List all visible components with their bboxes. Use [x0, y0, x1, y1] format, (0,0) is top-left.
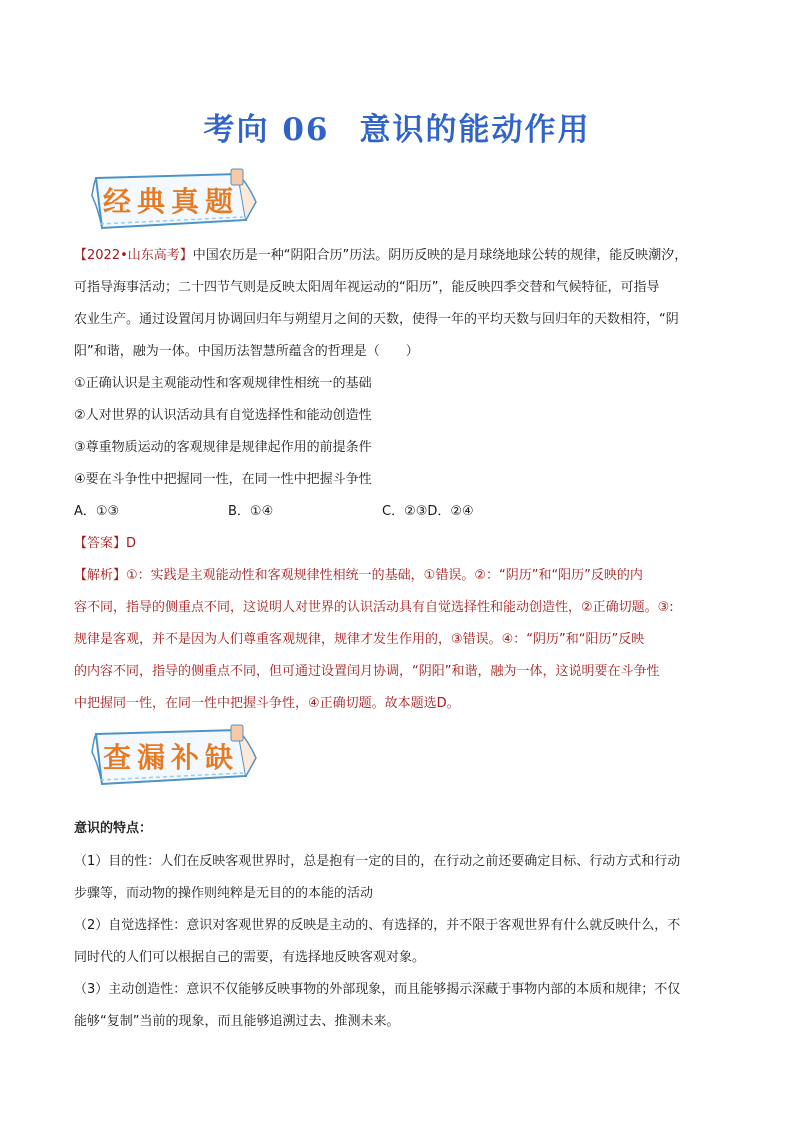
analysis-line-5: 中把握同一性，在同一性中把握斗争性，④正确切题。故本题选D。 — [74, 696, 460, 711]
question-line-2: 可指导海事活动；二十四节气则是反映太阳周年视运动的“阳历”，能反映四季交替和气候特征，可指导 — [74, 280, 660, 295]
statement-3: ③尊重物质运动的客观规律是规律起作用的前提条件 — [74, 440, 372, 455]
question-line-4: 阳”和谐，融为一体。中国历法智慧所蕴含的哲理是（ ） — [74, 344, 419, 359]
statement-4: ④要在斗争性中把握同一性，在同一性中把握斗争性 — [74, 472, 372, 487]
analysis-line-1: 【解析】①：实践是主观能动性和客观规律性相统一的基础，①错误。②：“阴历”和“阳历”反映的内 — [74, 568, 643, 583]
feature-line-4: 同时代的人们可以根据自己的需要，有选择地反映客观对象。 — [74, 950, 426, 965]
analysis-line-2: 容不同，指导的侧重点不同，这说明人对世界的认识活动具有自觉选择性和能动创造性，②正确切题。③: — [74, 600, 674, 615]
statement-1: ①正确认识是主观能动性和客观规律性相统一的基础 — [74, 376, 372, 391]
answer-value: D — [126, 536, 137, 551]
features-heading: 意识的特点： — [74, 821, 153, 836]
option-a: A．①③ — [74, 504, 120, 519]
feature-line-2: 步骤等，而动物的操作则纯粹是无目的的本能的活动 — [74, 886, 374, 901]
answer-label: 【答案】 — [74, 536, 127, 551]
banner-title: 查漏补缺 — [102, 741, 239, 774]
question-source: 【2022•山东高考】 — [74, 248, 193, 263]
question-line-1: 【2022•山东高考】中国农历是一种“阴阳合历”历法。阴历反映的是月球绕地球公转的规律，能反映潮汐， — [74, 248, 688, 263]
analysis-line-3: 规律是客观，并不是因为人们尊重客观规律，规律才发生作用的，③错误。④：“阴历”和“阳历”反映 — [74, 632, 645, 647]
feature-line-1: （1）目的性：人们在反映客观世界时，总是抱有一定的目的，在行动之前还要确定目标、行动方式和行动 — [74, 854, 681, 869]
banner-title: 经典真题 — [102, 185, 239, 218]
feature-line-5: （3）主动创造性：意识不仅能够反映事物的外部现象，而且能够揭示深藏于事物内部的本质和规律；不仅 — [74, 982, 681, 997]
page-title: 考向 06 意识的能动作用 — [203, 112, 591, 148]
option-b: B．①④ — [228, 504, 274, 519]
answer-line — [74, 535, 136, 553]
analysis-line-4: 的内容不同，指导的侧重点不同，但可通过设置闰月协调，“阴阳”和谐，融为一体，这说明要在斗争性 — [74, 664, 660, 679]
option-c-d: C．②③D．②④ — [382, 504, 474, 519]
feature-line-6: 能够“复制”当前的现象，而且能够追溯过去、推测未来。 — [74, 1014, 400, 1029]
analysis-label: 【解析】 — [74, 568, 127, 583]
question-line-3: 农业生产。通过设置闰月协调回归年与朔望月之间的天数，使得一年的平均天数与回归年的天数相符，“阴 — [74, 312, 679, 327]
section-banner-review — [88, 724, 263, 790]
feature-line-3: （2）自觉选择性：意识对客观世界的反映是主动的、有选择的，并不限于客观世界有什么就反映什么，不 — [74, 918, 681, 933]
statement-2: ②人对世界的认识活动具有自觉选择性和能动创造性 — [74, 408, 372, 423]
section-banner-classic — [88, 168, 263, 234]
